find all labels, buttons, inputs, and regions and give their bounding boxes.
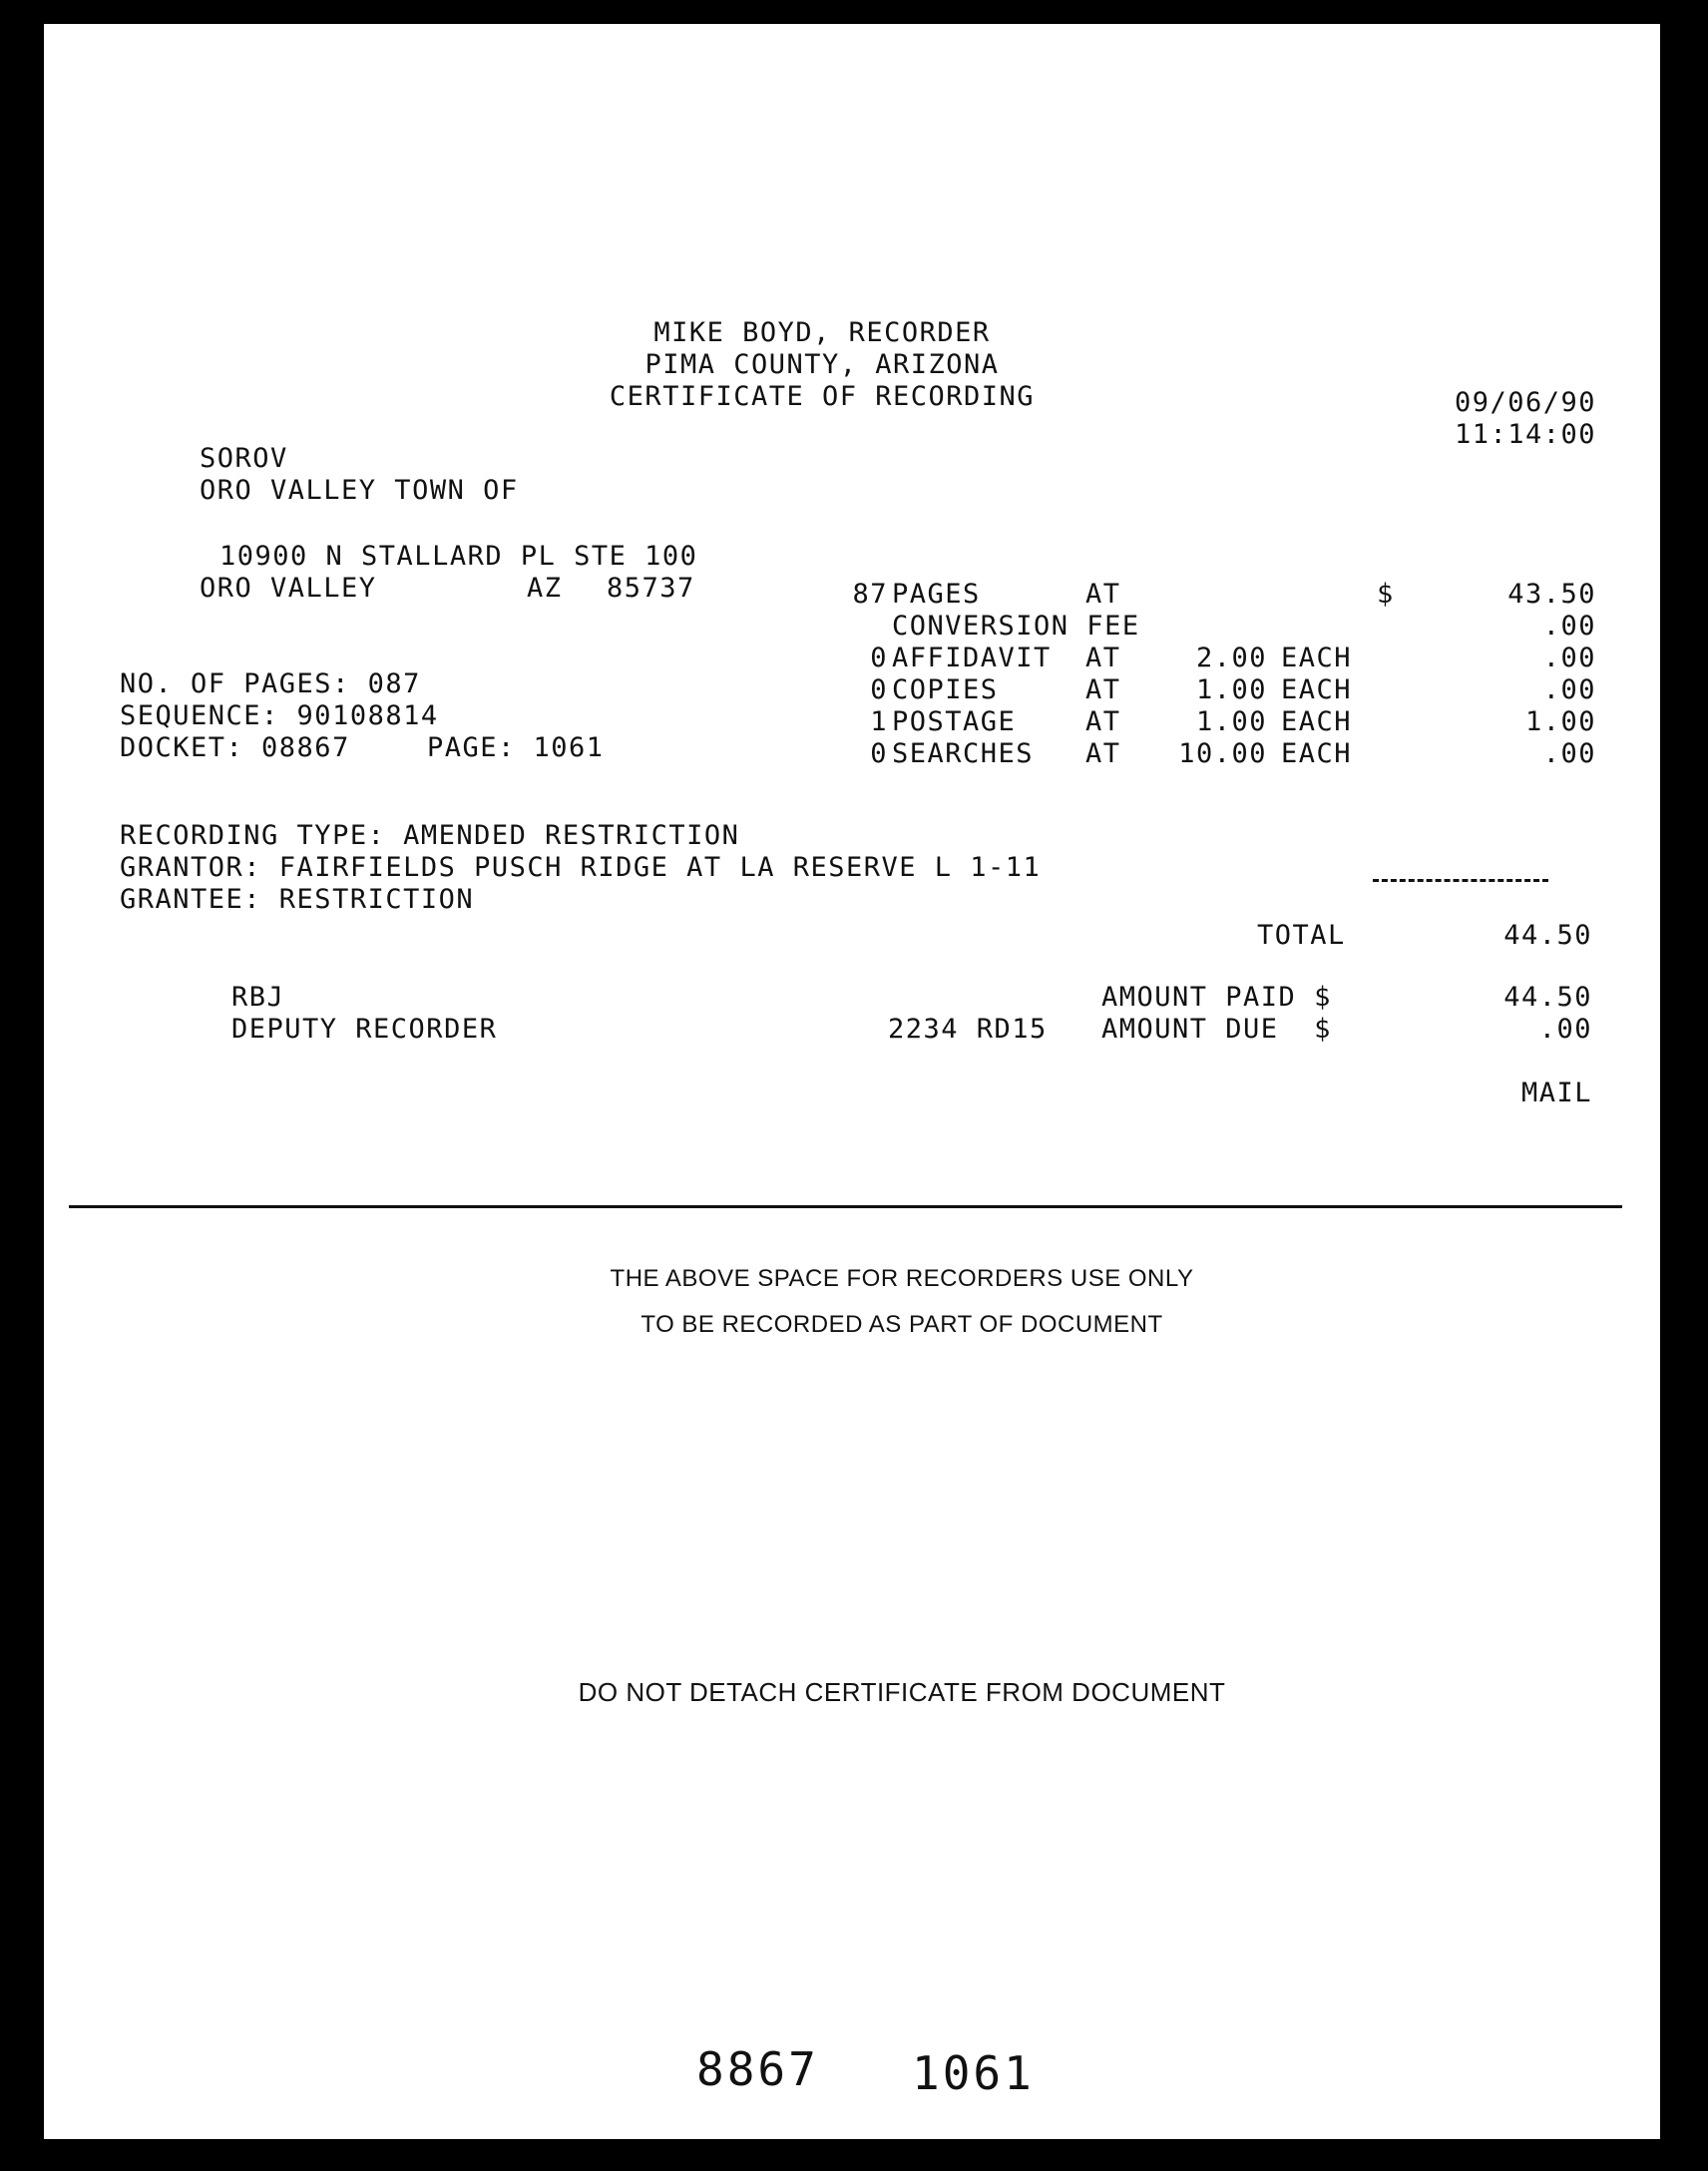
recorder-space-divider <box>69 1205 1622 1208</box>
fee-item: AFFIDAVIT <box>892 643 1052 673</box>
fee-qty: 0 <box>870 643 888 673</box>
amount-paid: 44.50 <box>1503 982 1592 1013</box>
docket-page: PAGE: 1061 <box>427 732 605 763</box>
do-not-detach-notice: DO NOT DETACH CERTIFICATE FROM DOCUMENT <box>578 1677 1226 1707</box>
station-code: 2234 RD15 <box>888 1014 1048 1045</box>
deputy-title: DEPUTY RECORDER <box>231 1014 498 1045</box>
fee-rate: 2.00 <box>1195 643 1267 673</box>
fee-amount: .00 <box>1542 611 1596 642</box>
docket-number: DOCKET: 08867 <box>120 732 350 763</box>
grantee: GRANTEE: RESTRICTION <box>120 884 475 915</box>
stamp-page: 1061 <box>912 2046 1035 2100</box>
amount-due-label: AMOUNT DUE $ <box>1101 1014 1332 1045</box>
fee-amount: .00 <box>1542 643 1596 673</box>
fee-at: AT <box>1085 643 1121 673</box>
stamp-docket: 8867 <box>696 2042 819 2096</box>
number-of-pages: NO. OF PAGES: 087 <box>120 668 421 699</box>
fee-item: PAGES <box>892 579 981 610</box>
fee-each: EACH <box>1281 738 1353 769</box>
certificate-page <box>44 24 1660 2139</box>
fee-item: SEARCHES <box>892 738 1035 769</box>
fee-qty: 87 <box>852 579 888 610</box>
total-label: TOTAL <box>1257 920 1346 951</box>
grantor: GRANTOR: FAIRFIELDS PUSCH RIDGE AT LA RESERVE L 1-11 <box>120 852 1042 883</box>
fee-rate: 1.00 <box>1195 706 1267 737</box>
total-amount: 44.50 <box>1503 920 1592 951</box>
fee-dollar-sign: $ <box>1377 579 1395 610</box>
total-separator <box>1373 879 1548 882</box>
fee-item: COPIES <box>892 674 999 705</box>
fee-amount: 43.50 <box>1507 579 1596 610</box>
amount-due: .00 <box>1538 1014 1592 1045</box>
delivery-method: MAIL <box>1520 1078 1592 1108</box>
addressee-code: SOROV <box>200 443 288 474</box>
fee-qty: 0 <box>870 674 888 705</box>
fee-at: AT <box>1085 706 1121 737</box>
fee-amount: .00 <box>1542 738 1596 769</box>
addressee-state: AZ <box>527 573 563 604</box>
fee-amount: 1.00 <box>1524 706 1596 737</box>
record-as-part-notice: TO BE RECORDED AS PART OF DOCUMENT <box>640 1311 1163 1338</box>
recorder-name: MIKE BOYD, RECORDER <box>653 317 991 348</box>
addressee-zip: 85737 <box>607 573 695 604</box>
recorder-use-notice: THE ABOVE SPACE FOR RECORDERS USE ONLY <box>610 1265 1194 1292</box>
fee-qty: 0 <box>870 738 888 769</box>
fee-at: AT <box>1085 674 1121 705</box>
fee-item: CONVERSION FEE <box>892 611 1140 642</box>
fee-rate: 1.00 <box>1195 674 1267 705</box>
addressee-street: 10900 N STALLARD PL STE 100 <box>219 541 698 572</box>
fee-each: EACH <box>1281 674 1353 705</box>
fee-at: AT <box>1085 579 1121 610</box>
addressee-city: ORO VALLEY <box>200 573 377 604</box>
sequence-number: SEQUENCE: 90108814 <box>120 700 439 731</box>
county-name: PIMA COUNTY, ARIZONA <box>644 349 1000 380</box>
deputy-initials: RBJ <box>231 982 285 1013</box>
fee-each: EACH <box>1281 706 1353 737</box>
certificate-title: CERTIFICATE OF RECORDING <box>609 381 1036 412</box>
addressee-name: ORO VALLEY TOWN OF <box>200 475 519 506</box>
fee-at: AT <box>1085 738 1121 769</box>
recording-date: 09/06/90 <box>1454 387 1596 418</box>
recording-type: RECORDING TYPE: AMENDED RESTRICTION <box>120 820 740 851</box>
fee-item: POSTAGE <box>892 706 1017 737</box>
fee-qty: 1 <box>870 706 888 737</box>
recording-time: 11:14:00 <box>1454 419 1596 450</box>
fee-rate: 10.00 <box>1178 738 1267 769</box>
fee-amount: .00 <box>1542 674 1596 705</box>
amount-paid-label: AMOUNT PAID $ <box>1101 982 1332 1013</box>
fee-each: EACH <box>1281 643 1353 673</box>
